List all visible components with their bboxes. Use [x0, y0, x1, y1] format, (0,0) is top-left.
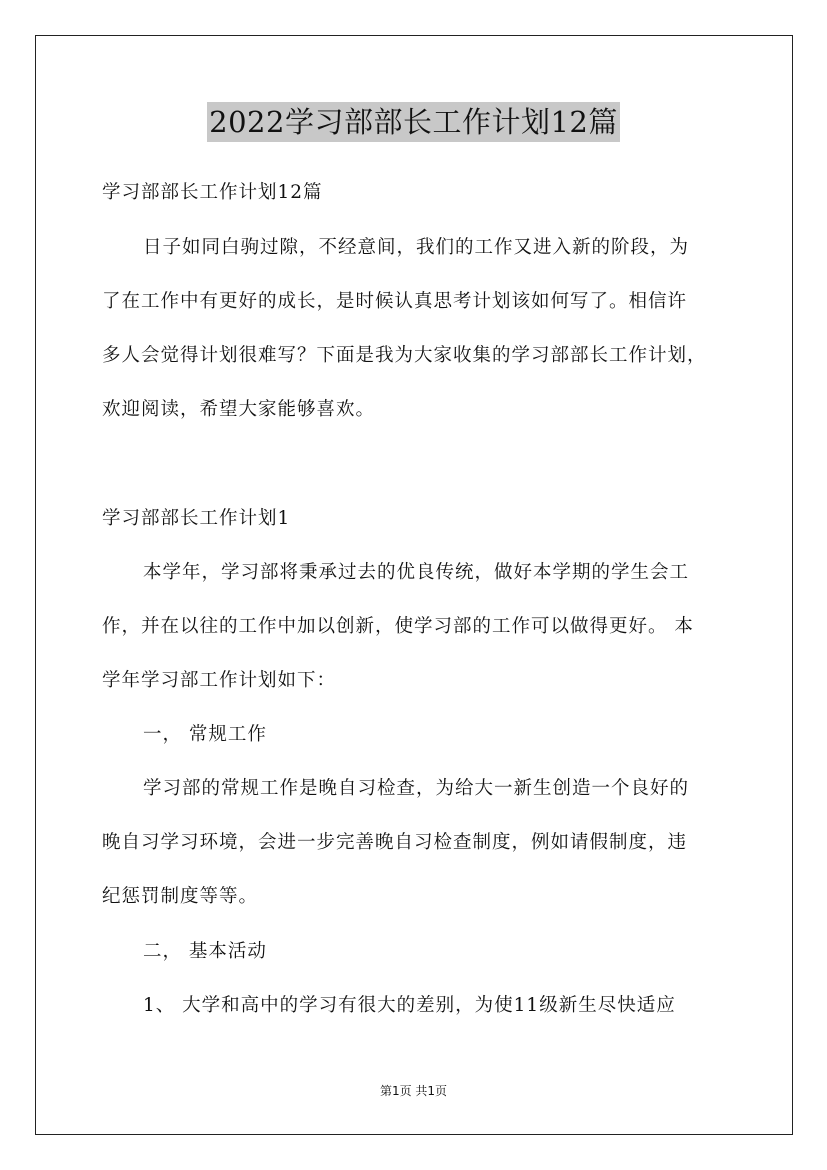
- intro-line-2: 了在工作中有更好的成长，是时候认真思考计划该如何写了。相信许: [102, 291, 688, 312]
- item2-line-1: 1、 大学和高中的学习有很大的差别，为使11级新生尽快适应: [143, 995, 676, 1016]
- section1-line-3: 学年学习部工作计划如下：: [102, 670, 337, 691]
- item1-line-2: 晚自习学习环境，会进一步完善晚自习检查制度，例如请假制度，违: [102, 832, 688, 853]
- item1-line-1: 学习部的常规工作是晚自习检查，为给大一新生创造一个良好的: [143, 778, 690, 799]
- intro-line-1: 日子如同白驹过隙，不经意间，我们的工作又进入新的阶段，为: [143, 237, 690, 258]
- intro-line-3: 多人会觉得计划很难写？下面是我为大家收集的学习部部长工作计划，: [102, 345, 707, 366]
- item2-heading: 二， 基本活动: [143, 941, 267, 962]
- page-number-footer: 第1页 共1页: [379, 1084, 448, 1098]
- item1-line-3: 纪惩罚制度等等。: [102, 886, 259, 907]
- section1-line-1: 本学年，学习部将秉承过去的优良传统，做好本学期的学生会工: [143, 562, 690, 583]
- subtitle: 学习部部长工作计划12篇: [102, 182, 323, 203]
- item1-heading: 一， 常规工作: [143, 724, 267, 745]
- section-heading-1: 学习部部长工作计划1: [102, 508, 291, 529]
- intro-line-4: 欢迎阅读，希望大家能够喜欢。: [102, 399, 376, 420]
- title-container: [0, 102, 827, 142]
- section1-line-2: 作，并在以往的工作中加以创新，使学习部的工作可以做得更好。 本: [102, 616, 694, 637]
- document-title: 2022学习部部长工作计划12篇: [207, 102, 620, 142]
